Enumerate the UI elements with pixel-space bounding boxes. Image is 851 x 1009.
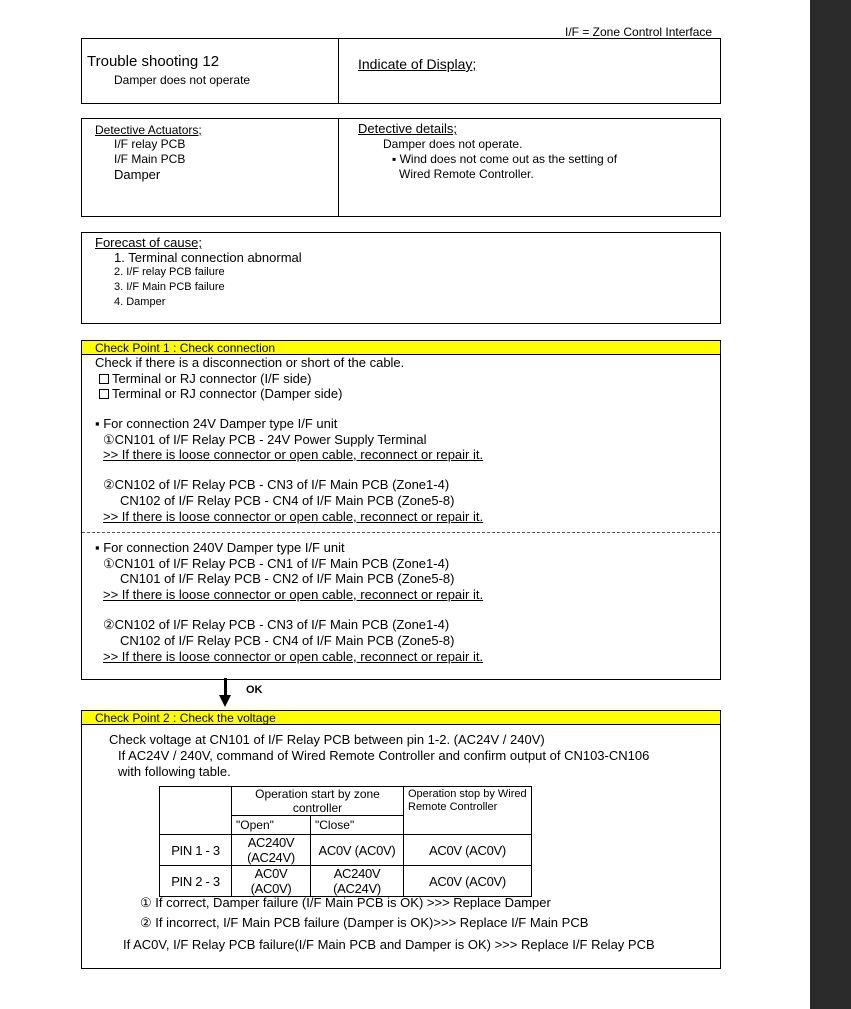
ok-label: OK (246, 684, 263, 696)
display-label: Indicate of Display; (358, 56, 477, 72)
section-240v-fix: >> If there is loose connector or open cable, reconnect or repair it. (103, 649, 484, 664)
section-24v-title: ▪ For connection 24V Damper type I/F unit (95, 416, 338, 431)
result-line: If AC0V, I/F Relay PCB failure(I/F Main PCB and Damper is OK) >>> Replace I/F Relay PCB (123, 937, 655, 952)
table-open-cell: AC0V (AC0V) (232, 866, 311, 897)
section-24v-fix: >> If there is loose connector or open cable, reconnect or repair it. (103, 509, 484, 524)
table-row (160, 866, 532, 897)
table-open-cell: AC240V (AC24V) (232, 835, 311, 866)
section-24v-line: ②CN102 of I/F Relay PCB - CN3 of I/F Main PCB (Zone1-4) (103, 477, 450, 492)
header-note: I/F = Zone Control Interface (565, 25, 713, 39)
section-240v-line: ①CN101 of I/F Relay PCB - CN1 of I/F Main PCB (Zone1-4) (103, 556, 450, 571)
result-line: ② If incorrect, I/F Main PCB failure (Damper is OK)>>> Replace I/F Main PCB (140, 915, 589, 930)
table-col-close: "Close" (311, 816, 404, 835)
actuator-item: I/F Main PCB (114, 152, 186, 166)
actuator-item: Damper (114, 167, 161, 182)
section-240v-fix: >> If there is loose connector or open cable, reconnect or repair it. (103, 587, 484, 602)
section-24v-line: ①CN101 of I/F Relay PCB - 24V Power Supply Terminal (103, 432, 427, 447)
checkbox-icon (99, 374, 109, 384)
forecast-heading: Forecast of cause; (95, 235, 202, 250)
table-stop-header: Operation stop by Wired Remote Controller (404, 787, 532, 835)
section-240v-title: ▪ For connection 240V Damper type I/F unit (95, 540, 345, 555)
details-line: Damper does not operate. (383, 137, 523, 151)
check2-line: with following table. (118, 764, 231, 779)
check2-line: Check voltage at CN101 of I/F Relay PCB between pin 1-2. (AC24V / 240V) (109, 732, 545, 747)
check1-item-label: Terminal or RJ connector (I/F side) (112, 371, 312, 386)
table-close-cell: AC240V (AC24V) (311, 866, 404, 897)
forecast-item: 4. Damper (114, 296, 166, 308)
table-corner-cell (160, 787, 232, 835)
section-24v-line: CN102 of I/F Relay PCB - CN4 of I/F Main PCB (Zone5-8) (120, 493, 455, 508)
check2-header: Check Point 2 : Check the voltage (95, 711, 276, 725)
check1-item-if-side (99, 371, 311, 386)
table-stop-cell: AC0V (AC0V) (404, 835, 532, 866)
section-divider (82, 532, 720, 533)
actuators-heading: Detective Actuators; (95, 123, 202, 137)
result-line: ① If correct, Damper failure (I/F Main PCB is OK) >>> Replace Damper (140, 895, 551, 910)
details-line: Wired Remote Controller. (399, 167, 534, 181)
table-stop-cell: AC0V (AC0V) (404, 866, 532, 897)
table-pin-cell: PIN 1 - 3 (160, 835, 232, 866)
check1-intro: Check if there is a disconnection or short of the cable. (95, 355, 405, 370)
checkbox-icon (99, 389, 109, 399)
actuator-item: I/F relay PCB (114, 137, 186, 151)
actuators-divider (338, 118, 339, 217)
check1-item-damper-side (99, 386, 342, 401)
flow-arrow-head-icon (219, 695, 231, 707)
table-pin-cell: PIN 2 - 3 (160, 866, 232, 897)
details-heading: Detective details; (358, 121, 457, 136)
section-240v-line: CN102 of I/F Relay PCB - CN4 of I/F Main PCB (Zone5-8) (120, 633, 455, 648)
check1-header: Check Point 1 : Check connection (95, 341, 276, 355)
page-subtitle: Damper does not operate (114, 73, 251, 87)
title-divider (338, 38, 339, 104)
check1-item-label: Terminal or RJ connector (Damper side) (112, 386, 343, 401)
section-240v-line: CN101 of I/F Relay PCB - CN2 of I/F Main PCB (Zone5-8) (120, 571, 455, 586)
table-row (160, 835, 532, 866)
page-title: Trouble shooting 12 (87, 53, 220, 70)
forecast-item: 3. I/F Main PCB failure (114, 281, 225, 293)
check2-line: If AC24V / 240V, command of Wired Remote Controller and confirm output of CN103-CN106 (118, 748, 650, 763)
section-24v-fix: >> If there is loose connector or open cable, reconnect or repair it. (103, 447, 484, 462)
flow-arrow-icon (224, 678, 227, 696)
viewer-side-panel (810, 0, 851, 1009)
forecast-item: 2. I/F relay PCB failure (114, 266, 225, 278)
section-240v-line: ②CN102 of I/F Relay PCB - CN3 of I/F Main PCB (Zone1-4) (103, 617, 450, 632)
table-col-open: "Open" (232, 816, 311, 835)
table-header-row (160, 787, 532, 816)
details-line: ▪ Wind does not come out as the setting of (392, 152, 618, 166)
voltage-table (159, 786, 532, 897)
table-close-cell: AC0V (AC0V) (311, 835, 404, 866)
table-group-header: Operation start by zone controller (232, 787, 404, 816)
forecast-item: 1. Terminal connection abnormal (114, 250, 302, 265)
